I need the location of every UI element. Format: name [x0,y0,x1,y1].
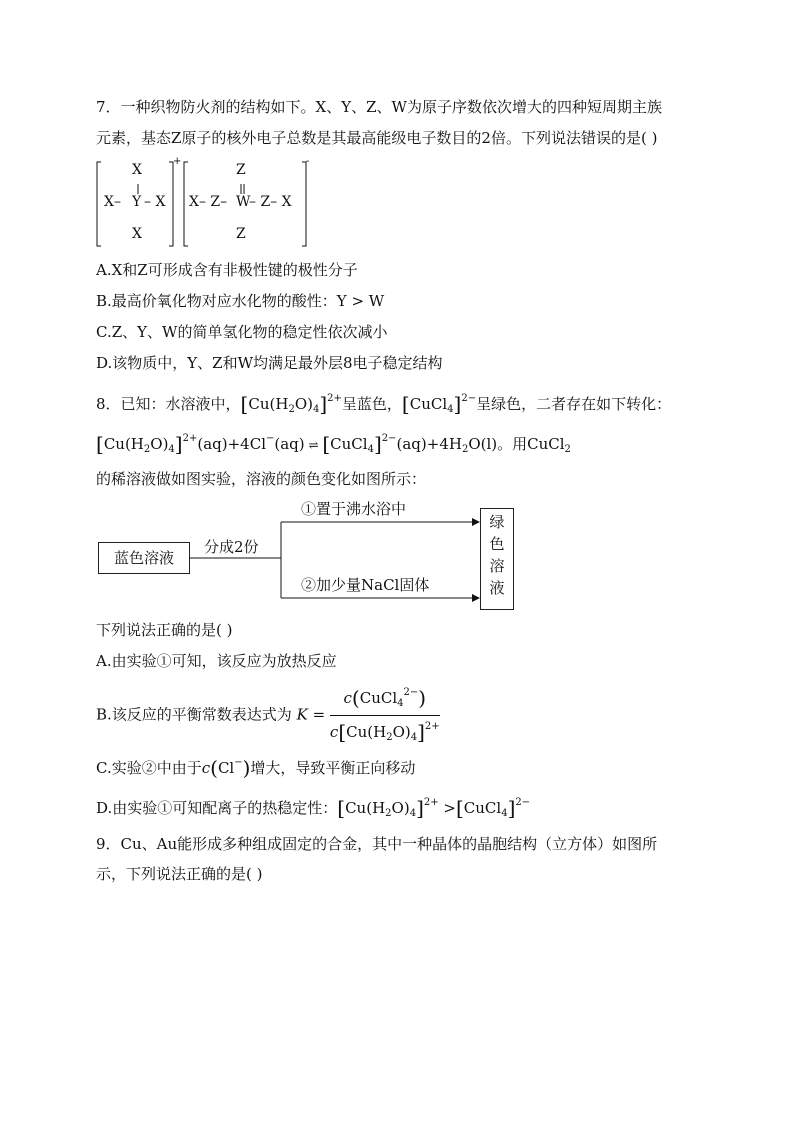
formula-cucl4: [CuCl$_4$]$^{2-}$ [401,392,477,416]
flow-end-char-3: 溶 [489,557,505,575]
q8-equation: $[Cu(H_2O)_4]^{2+}(aq)+4Cl^-(aq)$ ⇌ $[CuCl_4]^{2-}(aq)+4H_2O(l)$。用CuCl$_2$ [96,432,571,456]
cation-center-atom: Y [132,194,142,210]
flow-end-char-1: 绿 [489,513,505,531]
q8-stem-text-b: 呈蓝色， [341,395,402,413]
q8-stem-line3: 的稀溶液做如图实验，溶液的颜色变化如图所示： [96,470,427,488]
equilibrium-constant-fraction: $\frac{c(CuCl_4^{2-})}{c[Cu(H_2O)_4]^{2+}}$ [329,686,440,744]
q7-option-c: C.Z、Y、W的简单氢化物的稳定性依次减小 [96,323,388,341]
flow-start-box: 蓝色溶液 [98,542,190,574]
cation-charge: + [173,156,182,167]
q7-stem-line1: 7．一种织物防火剂的结构如下。X、Y、Z、W为原子序数依次增大的四种短周期主族 [96,98,662,116]
flow-branch1-label: ①置于沸水浴中 [301,500,407,518]
q8-stem-text-c: 呈绿色，二者存在如下转化： [476,395,672,413]
q8-stem-line1 [96,388,671,421]
anion-charge: - [306,156,310,167]
q9-stem-line2: 示，下列说法正确的是( ) [96,865,263,883]
formula-cu-h2o4: $[Cu(H_2O)_4]^{2+}$ [240,392,342,416]
q8-option-b: B.该反应的平衡常数表达式为 K = $\frac{c(CuCl_4^{2-})}{c[Cu(H_2O)_4]^{2+}}$ [96,684,440,747]
cation-right-atom: – X [144,194,166,210]
eq-part-d: O(l)。用CuCl [468,435,565,453]
flow-end-char-4: 液 [489,579,505,597]
cation-top-atom: X [132,162,142,178]
q8-option-c-text-a: C.实验②中由于 [96,759,202,777]
q8-flow-diagram [96,494,526,614]
q8-option-c: C.实验②中由于c(Cl−)增大，导致平衡正向移动 [96,756,416,780]
q7-stem-line2: 元素，基态Z原子的核外电子总数是其最高能级电子数目的2倍。下列说法错误的是( ) [96,129,658,147]
cation-bottom-atom: X [132,226,142,242]
q8-option-d: D.由实验①可知配离子的热稳定性：$[Cu(H_2O)_4]^{2+}$ >[CuCl$_4$]$^{2-}$ [96,796,531,820]
eq-part-b: (aq) [274,435,305,453]
q8-option-c-text-b: 增大，导致平衡正向移动 [250,759,416,777]
q8-option-a: A.由实验①可知，该反应为放热反应 [96,652,337,670]
cation-left-atom: X– [104,194,121,210]
anion-right-chain: – Z– X [249,194,292,210]
flow-branch2-label: ②加少量NaCl固体 [301,576,430,594]
eq-part-c: (aq)+4H [396,435,462,453]
anion-left-chain: X– Z– [189,194,228,210]
q7-option-a: A.X和Z可形成含有非极性键的极性分子 [96,261,358,279]
equilibrium-arrow-icon: ⇌ [304,438,323,452]
q8-stem-text-a: 8．已知：水溶液中， [96,395,241,413]
q9-stem-line1: 9．Cu、Au能形成多种组成固定的合金，其中一种晶体的晶胞结构（立方体）如图所 [96,835,658,853]
q8-option-b-text: B.该反应的平衡常数表达式为 [96,705,292,724]
q7-structure-diagram [96,158,316,248]
q7-option-b: B.最高价氧化物对应水化物的酸性：Y > W [96,292,385,310]
q7-option-d: D.该物质中，Y、Z和W均满足最外层8电子稳定结构 [96,354,443,372]
flow-split-label: 分成2份 [204,538,259,556]
q8-option-d-text: D.由实验①可知配离子的热稳定性： [96,799,338,817]
flow-end-char-2: 色 [489,535,505,553]
q8-prompt: 下列说法正确的是( ) [96,621,233,639]
anion-center-atom: W [236,194,251,210]
flow-end-box [480,508,514,610]
flow-arrows [96,494,526,614]
anion-top-atom: Z [236,162,246,178]
anion-bottom-atom: Z [236,226,246,242]
eq-part-a: (aq)+4Cl [197,435,266,453]
